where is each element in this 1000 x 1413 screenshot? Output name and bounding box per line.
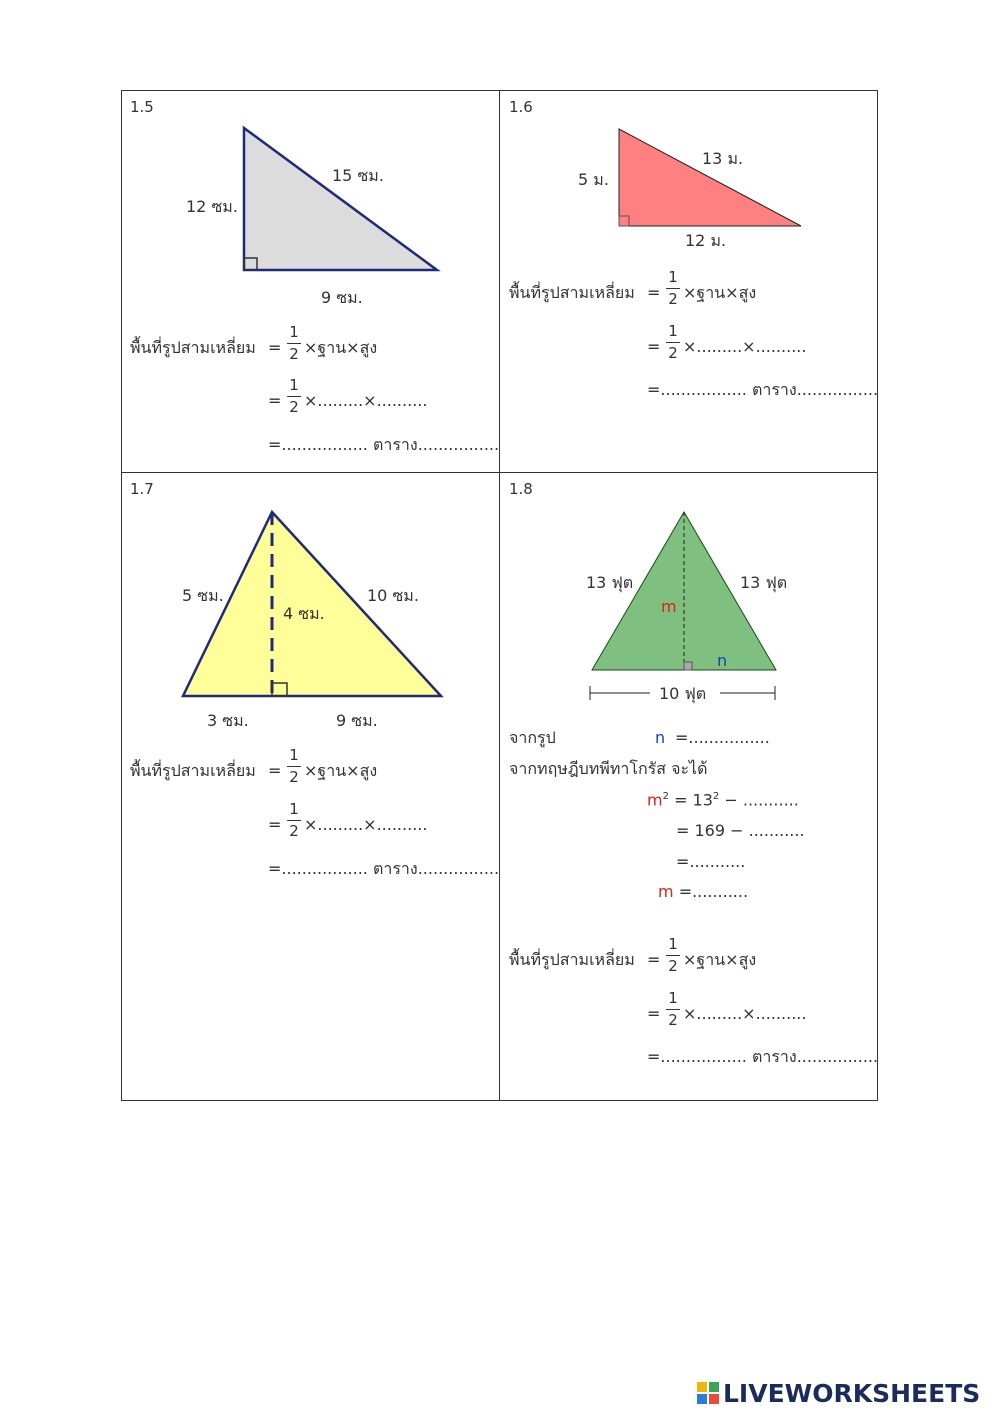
blank-input-1-7[interactable]: ×.........×.......... — [304, 815, 428, 834]
m-result-line[interactable]: m =........... — [658, 882, 749, 901]
fraction-half: 1 2 — [287, 748, 301, 785]
base-label-1-8: 10 ฟุต — [659, 684, 707, 703]
triangle-1-5 — [244, 128, 437, 270]
base-label-1-7-right: 9 ซม. — [336, 711, 378, 730]
result-input-1-7[interactable]: =................. ตาราง................ — [268, 859, 500, 878]
fraction-half: 1 2 — [287, 325, 301, 362]
formula-1-6: ×ฐาน×สูง — [683, 283, 757, 302]
side-label-1-5-left: 12 ซม. — [186, 197, 238, 216]
problem-number-1-5: 1.5 — [130, 98, 154, 116]
n-value-input[interactable]: =................ — [675, 728, 770, 747]
side-label-1-8-right: 13 ฟุต — [740, 573, 788, 592]
triangle-1-6 — [619, 129, 801, 226]
result-input-1-5[interactable]: =................. ตาราง................ — [268, 435, 500, 454]
result-input-1-6[interactable]: =................. ตาราง................ — [647, 380, 879, 399]
result-input-1-8[interactable]: =................. ตาราง................ — [647, 1047, 879, 1066]
blank-input-1-6[interactable]: ×.........×.......... — [683, 337, 807, 356]
base-label-1-7-left: 3 ซม. — [207, 711, 249, 730]
area-label-1-6: พื้นที่รูปสามเหลี่ยม — [509, 283, 635, 302]
formula-1-5: ×ฐาน×สูง — [304, 338, 378, 357]
blank-input-1-8[interactable]: ×.........×.......... — [683, 1004, 807, 1023]
m-label: m — [661, 597, 677, 616]
fraction-half: 1 2 — [287, 378, 301, 415]
n-variable: n — [655, 728, 666, 747]
formula-1-7: ×ฐาน×สูง — [304, 761, 378, 780]
side-label-1-6-left: 5 ม. — [578, 170, 609, 189]
from-figure-label: จากรูป — [509, 728, 556, 747]
fraction-half: 1 2 — [666, 991, 680, 1028]
formula-1-8: ×ฐาน×สูง — [683, 950, 757, 969]
height-label-1-7: 4 ซม. — [283, 604, 325, 623]
problem-number-1-8: 1.8 — [509, 480, 533, 498]
side-label-1-6-base: 12 ม. — [685, 231, 727, 250]
fraction-half: 1 2 — [666, 324, 680, 361]
side-label-1-7-left: 5 ซม. — [182, 586, 224, 605]
side-label-1-5-hyp: 15 ซม. — [332, 166, 384, 185]
fraction-half: 1 2 — [666, 937, 680, 974]
side-label-1-8-left: 13 ฟุต — [586, 573, 634, 592]
area-label-1-5: พื้นที่รูปสามเหลี่ยม — [130, 338, 256, 357]
pythag-line-1[interactable]: $m^2 = 13^2$ − ........... — [647, 790, 799, 810]
problem-number-1-7: 1.7 — [130, 480, 154, 498]
blank-input-1-5[interactable]: ×.........×.......... — [304, 391, 428, 410]
logo-icon — [697, 1382, 719, 1404]
area-label-1-8: พื้นที่รูปสามเหลี่ยม — [509, 950, 635, 969]
area-label-1-7: พื้นที่รูปสามเหลี่ยม — [130, 761, 256, 780]
liveworksheets-logo: LIVEWORKSHEETS — [697, 1378, 980, 1408]
side-label-1-7-right: 10 ซม. — [367, 586, 419, 605]
side-label-1-5-base: 9 ซม. — [321, 288, 363, 307]
pythag-line-2[interactable]: = 169 − ........... — [676, 821, 805, 840]
problem-number-1-6: 1.6 — [509, 98, 533, 116]
right-angle-mark-1-8 — [684, 662, 692, 670]
pythag-line-3[interactable]: =........... — [676, 852, 746, 871]
pythagorean-label: จากทฤษฎีบทพีทาโกรัส จะได้ — [509, 759, 708, 778]
fraction-half: 1 2 — [287, 802, 301, 839]
n-label: n — [717, 651, 728, 670]
side-label-1-6-hyp: 13 ม. — [702, 149, 744, 168]
fraction-half: 1 2 — [666, 270, 680, 307]
